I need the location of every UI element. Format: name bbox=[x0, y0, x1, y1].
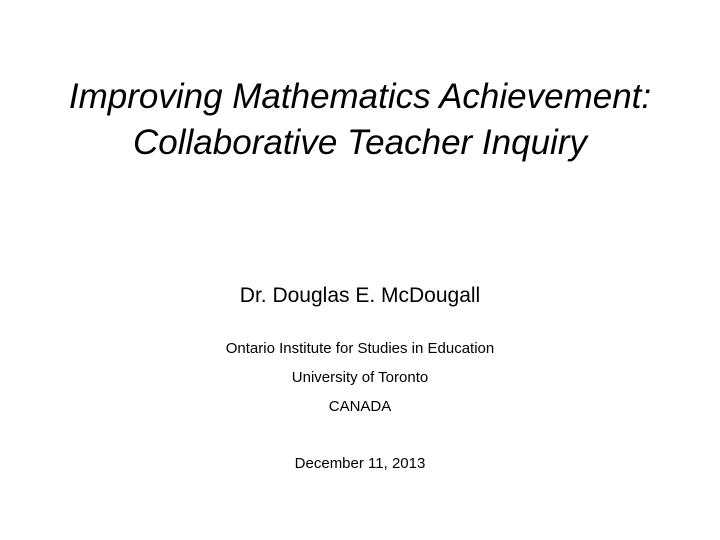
institution-name: Ontario Institute for Studies in Education bbox=[225, 340, 495, 357]
presentation-date: December 11, 2013 bbox=[294, 455, 426, 472]
title-line-2: Collaborative Teacher Inquiry bbox=[133, 123, 587, 162]
university-name: University of Toronto bbox=[291, 369, 429, 386]
presenter-name: Dr. Douglas E. McDougall bbox=[239, 284, 481, 307]
title-line-1: Improving Mathematics Achievement: bbox=[68, 77, 652, 116]
country-name: CANADA bbox=[328, 398, 392, 415]
slide-title bbox=[40, 74, 680, 166]
